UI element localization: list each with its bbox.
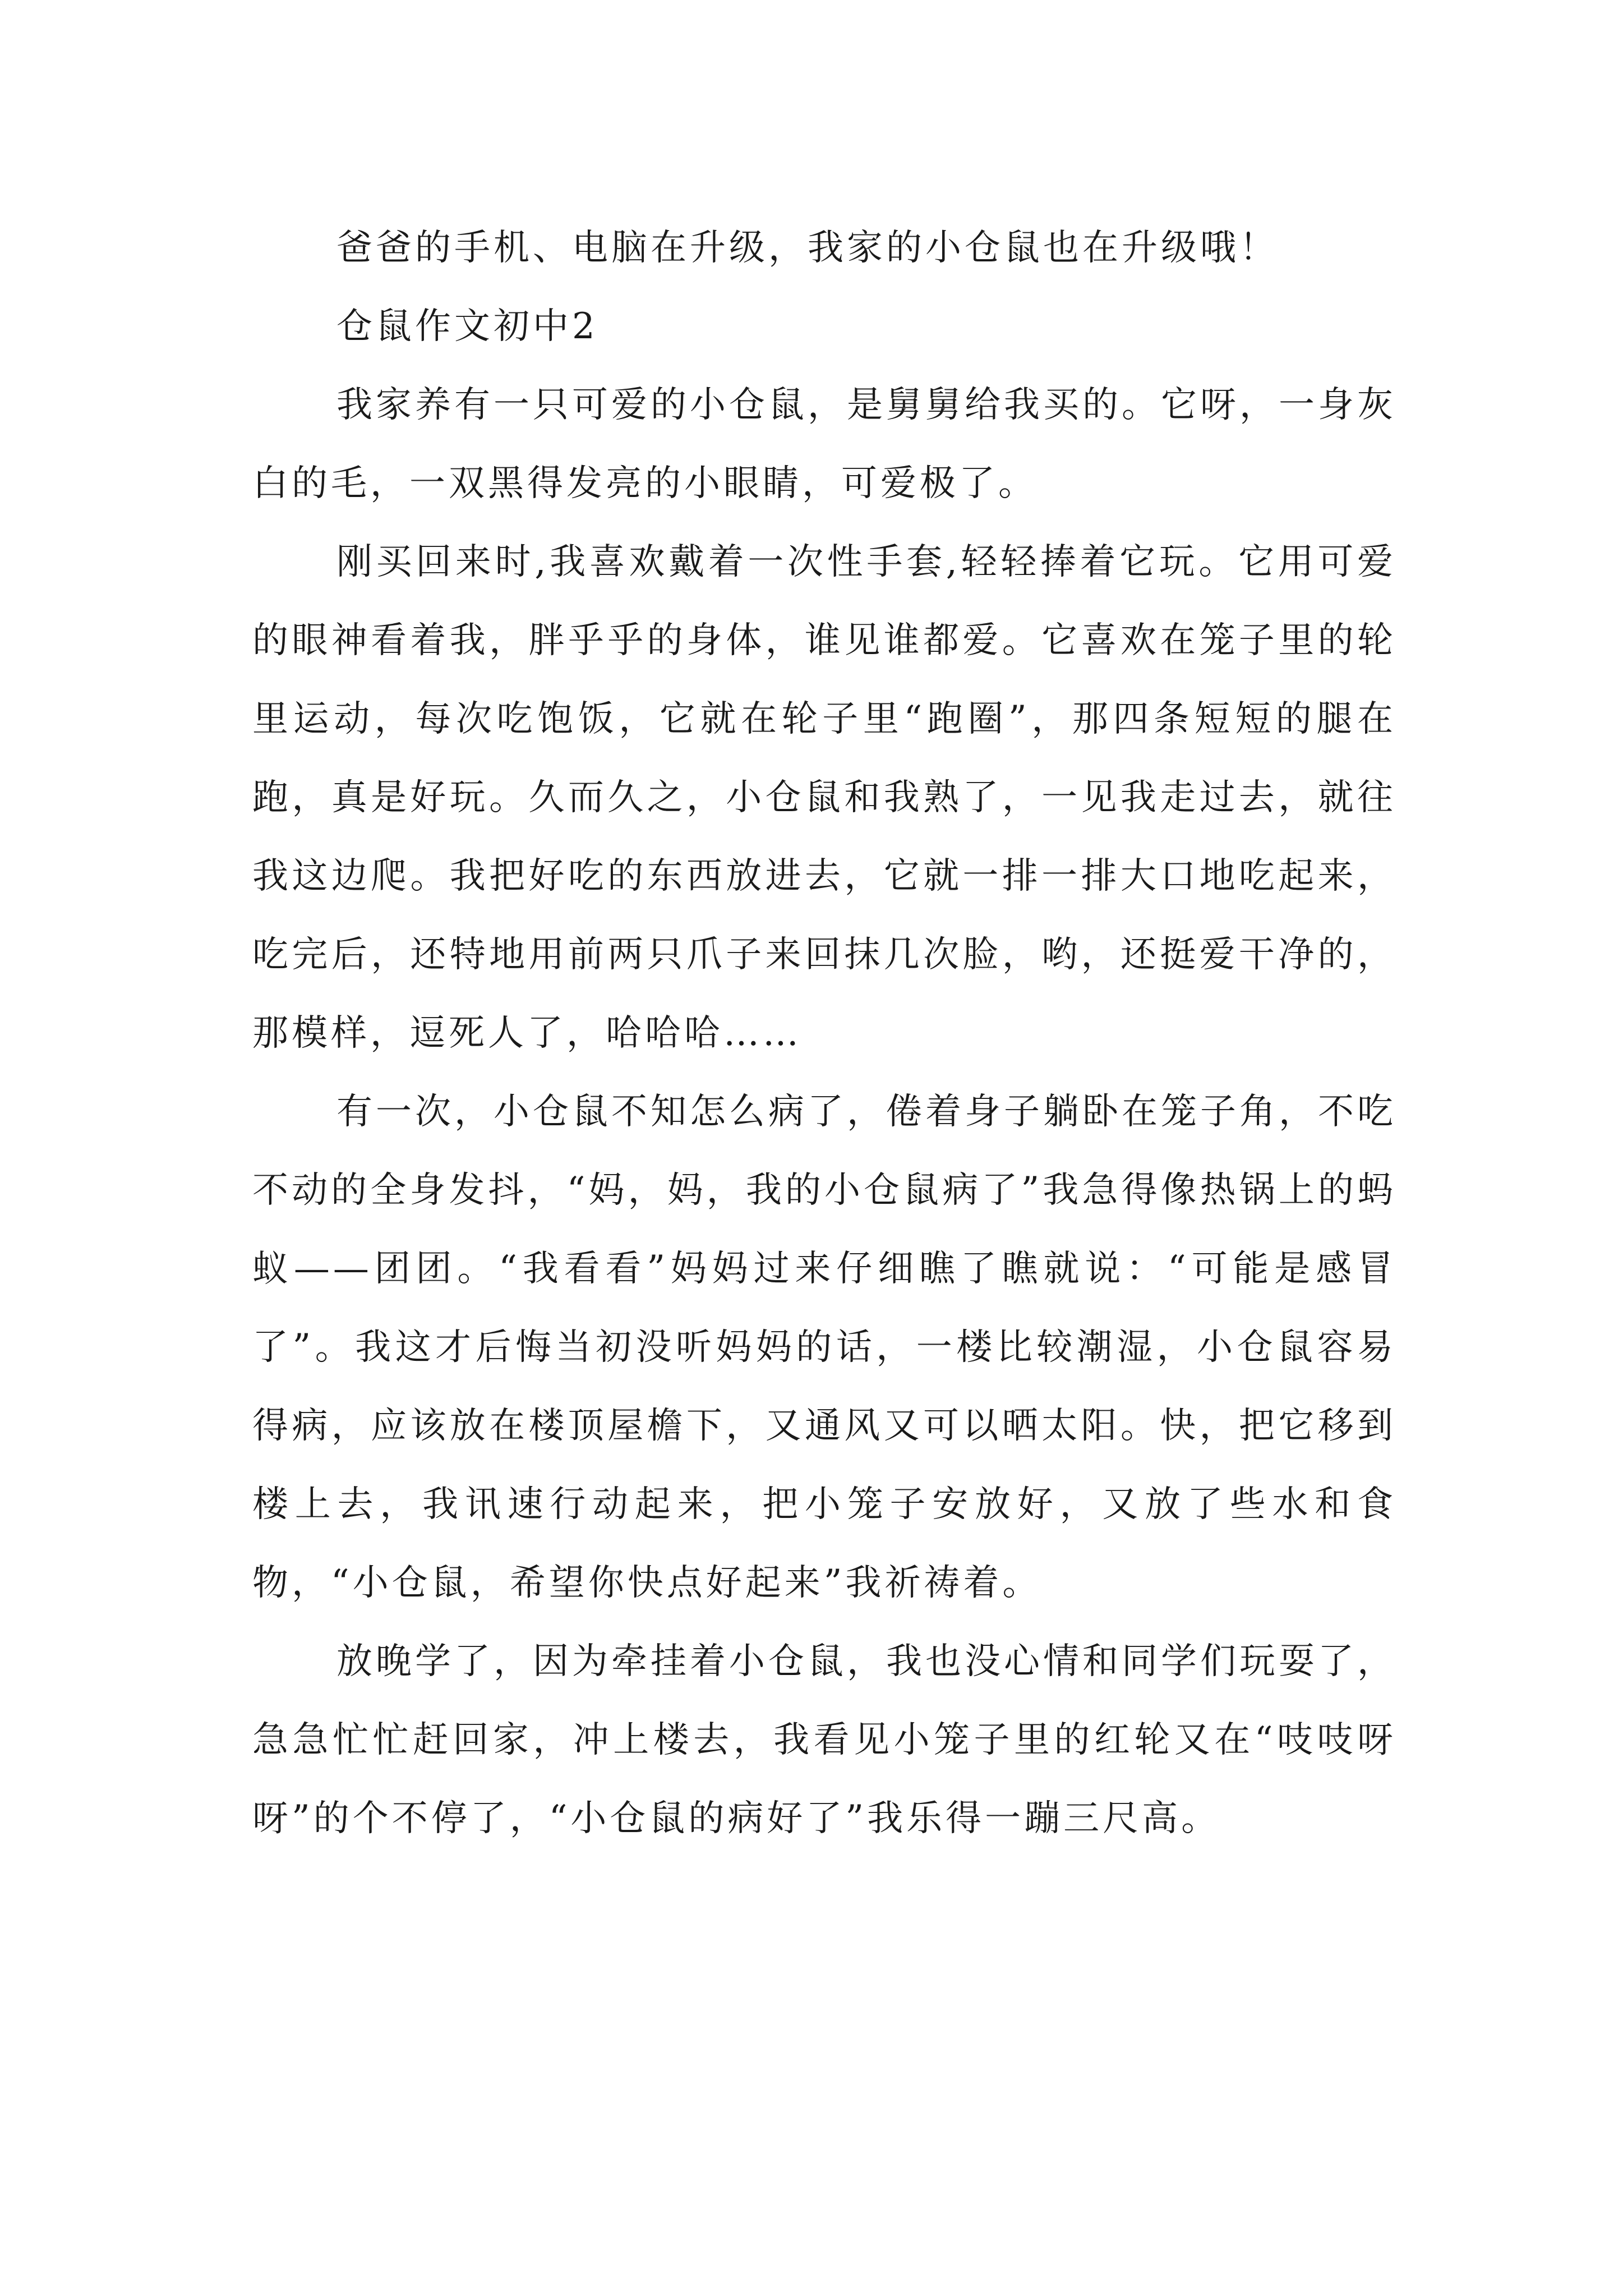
paragraph-playing: 刚买回来时,我喜欢戴着一次性手套,轻轻捧着它玩。它用可爱的眼神看着我，胖乎乎的身体，谁见谁都爱。它喜欢在笼子里的轮里运动，每次吃饱饭，它就在轮子里“跑圈”，那四条短短的腿在跑，真是好玩。久而久之，小仓鼠和我熟了，一见我走过去，就往我这边爬。我把好吃的东西放进去，它就一排一排大口地吃起来，吃完后，还特地用前两只爪子来回抹几次脸，哟，还挺爱干净的，那模样，逗死人了，哈哈哈……	[252, 541, 1396, 1054]
paragraph-closing-line: 爸爸的手机、电脑在升级，我家的小仓鼠也在升级哦！	[336, 227, 1279, 269]
paragraph-sick: 有一次，小仓鼠不知怎么病了，倦着身子躺卧在笼子角，不吃不动的全身发抖，“妈，妈，我的小仓鼠病了”我急得像热锅上的蚂蚁——团团。“我看看”妈妈过来仔细瞧了瞧就说：“可能是感冒了”。我这才后悔当初没听妈妈的话，一楼比较潮湿，小仓鼠容易得病，应该放在楼顶屋檐下，又通风又可以晒太阳。快，把它移到楼上去，我讯速行动起来，把小笼子安放好，又放了些水和食物，“小仓鼠，希望你快点好起来”我祈祷着。	[252, 1091, 1396, 1604]
paragraph-recovered: 放晚学了，因为牵挂着小仓鼠，我也没心情和同学们玩耍了，急急忙忙赶回家，冲上楼去，我看见小笼子里的红轮又在“吱吱呀呀”的个不停了，“小仓鼠的病好了”我乐得一蹦三尺高。	[252, 1641, 1396, 1839]
document-page	[252, 209, 1396, 1858]
essay-title: 仓鼠作文初中2	[336, 306, 598, 347]
paragraph-intro: 我家养有一只可爱的小仓鼠，是舅舅给我买的。它呀，一身灰白的毛，一双黑得发亮的小眼睛，可爱极了。	[252, 384, 1396, 504]
